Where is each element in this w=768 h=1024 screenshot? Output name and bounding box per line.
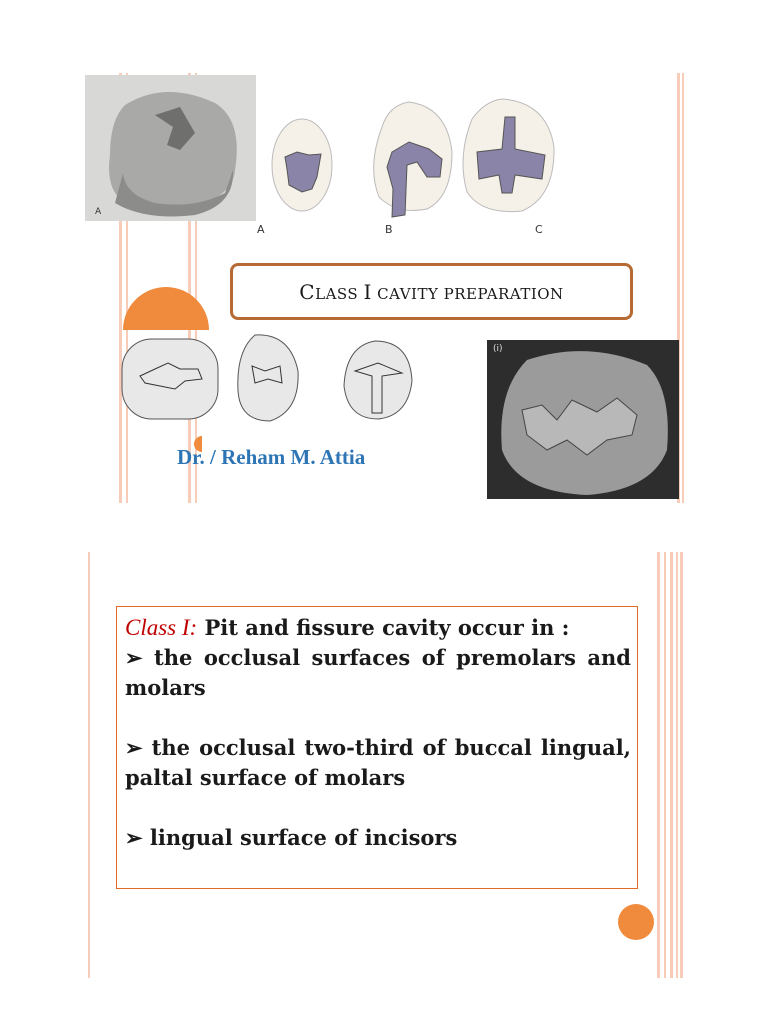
bullet-item: ➢ lingual surface of incisors [125,825,458,850]
slide-title [85,73,685,503]
content-box [116,606,638,889]
tooth-3d-image [85,75,256,221]
bullet-item: ➢ the occlusal two-third of buccal lingual, paltal surface of molars [125,735,631,790]
figure-label: C [535,223,543,236]
slide-title-box [230,263,633,320]
tooth-photo-image [487,340,679,499]
right-stripe [682,73,684,503]
slide-content [85,552,685,978]
author-name: Dr. / Reham M. Attia [177,445,366,469]
figure-label: A [95,207,102,217]
figure-label: B [385,223,393,236]
outline-teeth-image [120,331,450,426]
class-label: Class I: [125,615,198,640]
figure-label: A [257,223,265,236]
slide-title: CLASS I CAVITY PREPARATION [299,279,564,304]
right-stripe [657,552,660,978]
right-stripe [664,552,666,978]
occlusal-views-image [257,97,557,237]
decor-circle [618,904,654,940]
right-stripe [670,552,673,978]
left-stripe [88,552,90,978]
definition-paragraph: Class I: Pit and fissure cavity occur in : [125,615,570,640]
figure-label: (i) [493,344,503,354]
bullet-item: ➢ the occlusal surfaces of premolars and molars [125,645,631,700]
right-stripe [680,552,683,978]
right-stripe [676,552,678,978]
